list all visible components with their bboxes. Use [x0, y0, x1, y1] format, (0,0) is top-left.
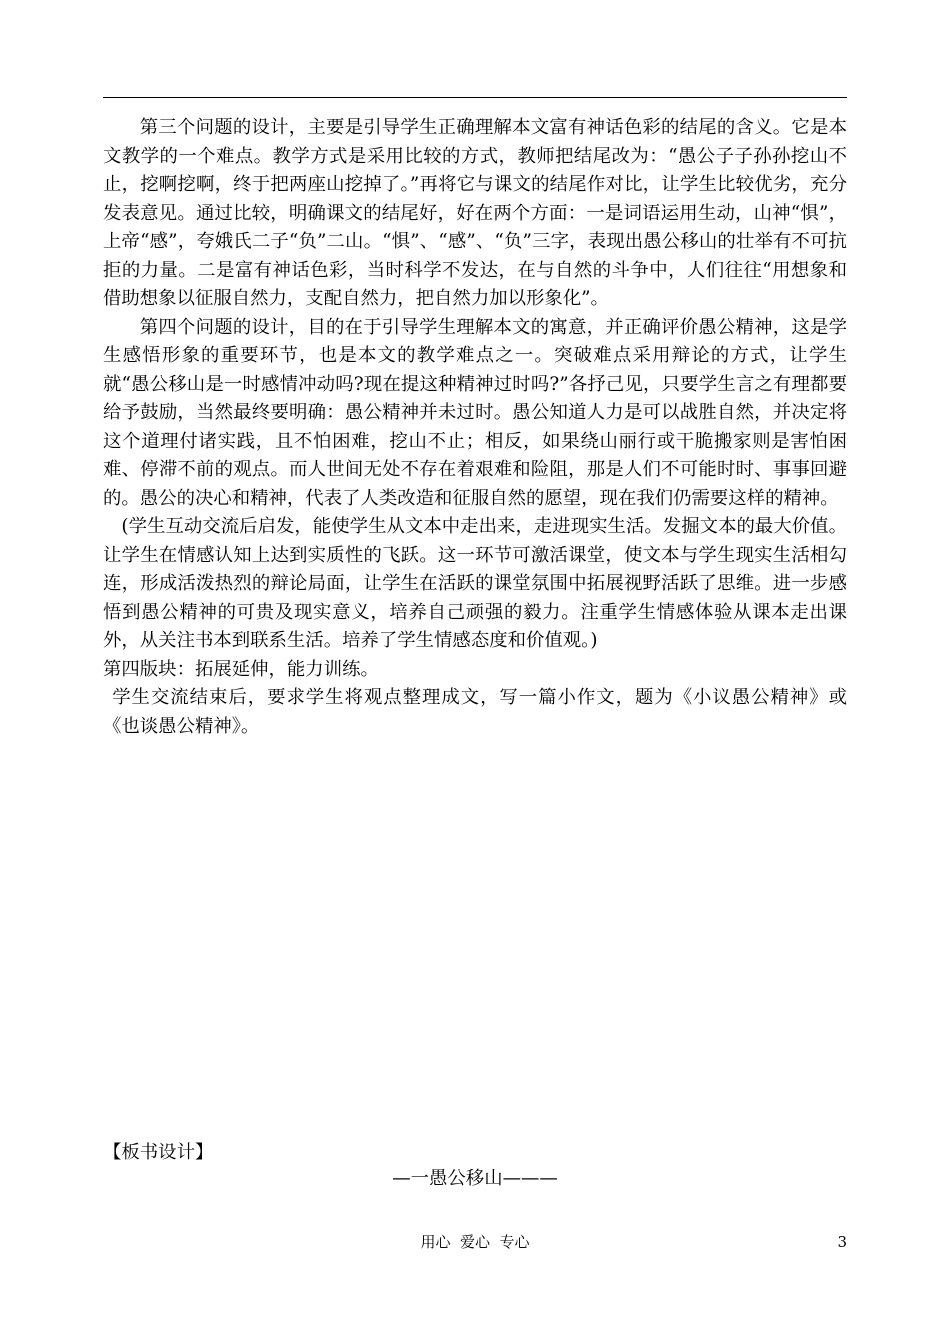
page-number: 3: [837, 1233, 847, 1251]
document-body: [103, 114, 847, 741]
header-rule: [103, 97, 847, 98]
footer-motto: 用心 爱心 专心: [420, 1233, 530, 1251]
board-design-title: —一愚公移山———: [392, 1168, 558, 1189]
paragraph-third-question: 第三个问题的设计，主要是引导学生正确理解本文富有神话色彩的结尾的含义。它是本文教学的一个难点。教学方式是采用比较的方式，教师把结尾改为：“愚公子子孙孙挖山不止，挖啊挖啊，终于把两座山挖掉了。”再将它与课文的结尾作对比，让学生比较优劣，充分发表意见。通过比较，明确课文的结尾好，好在两个方面：一是词语运用生动，山神“惧”，上帝“感”，夸娥氏二子“负”二山。“惧”、“感”、“负”三字，表现出愚公移山的壮举有不可抗拒的力量。二是富有神话色彩，当时科学不发达，在与自然的斗争中，人们往往“用想象和借助想象以征服自然力，支配自然力，把自然力加以形象化”。: [103, 117, 847, 309]
section-heading-fourth-block: 第四版块：拓展延伸，能力训练。: [103, 658, 379, 680]
paragraph-assignment: 学生交流结束后，要求学生将观点整理成文，写一篇小作文，题为《小议愚公精神》或《也谈愚公精神》。: [103, 687, 847, 737]
paragraph-fourth-question: 第四个问题的设计，目的在于引导学生理解本文的寓意，并正确评价愚公精神，这是学生感悟形象的重要环节，也是本文的教学难点之一。突破难点采用辩论的方式，让学生就“愚公移山是一时感情冲动吗?现在提这种精神过时吗?”各抒己见，只要学生言之有理都要给予鼓励，当然最终要明确：愚公精神并未过时。愚公知道人力是可以战胜自然，并决定将这个道理付诸实践，且不怕困难，挖山不止；相反，如果绕山丽行或干脆搬家则是害怕困难、停滞不前的观点。而人世间无处不存在着艰难和险阻，那是人们不可能时时、事事回避的。愚公的决心和精神，代表了人类改造和征服自然的愿望，现在我们仍需要这样的精神。: [103, 316, 847, 509]
board-design-heading: 【板书设计】: [103, 1142, 214, 1163]
paragraph-commentary: (学生互动交流后启发，能使学生从文本中走出来，走进现实生活。发掘文本的最大价值。让学生在情感认知上达到实质性的飞跃。这一环节可激活课堂，使文本与学生现实生活相勾连，形成活泼热烈的辩论局面，让学生在活跃的课堂氛围中拓展视野活跃了思维。进一步感悟到愚公精神的可贵及现实意义，培养自己顽强的毅力。注重学生情感体验从课本走出课外，从关注书本到联系生活。培养了学生情感态度和价值观。): [103, 516, 847, 651]
